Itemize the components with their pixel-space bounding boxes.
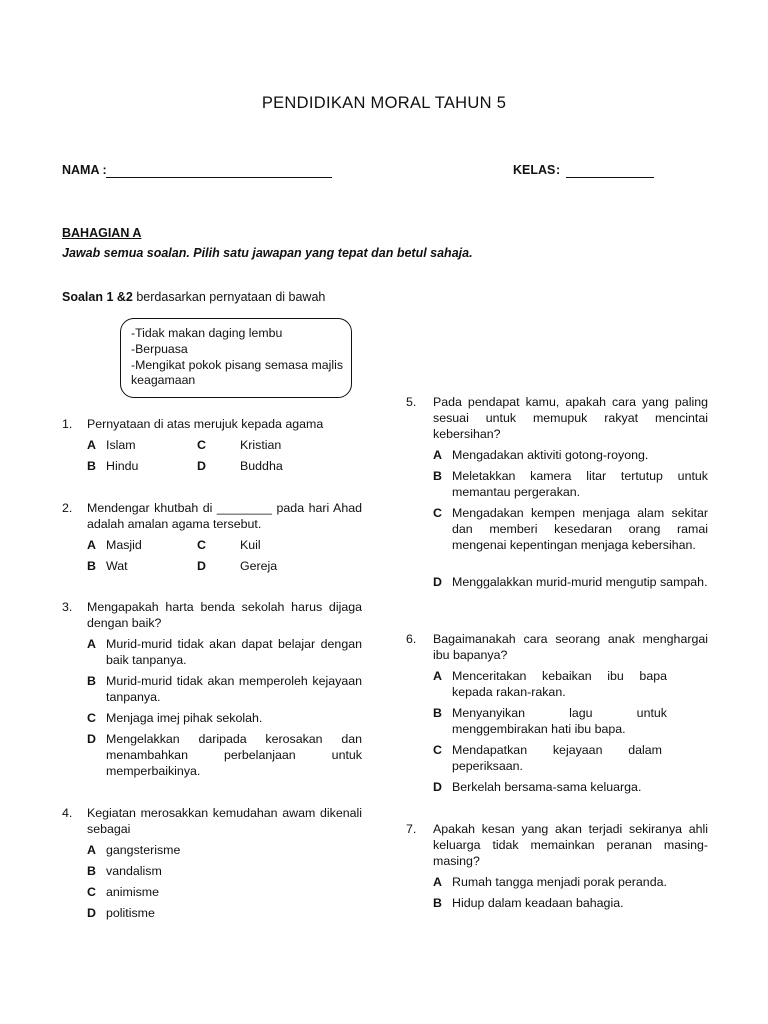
question-5 [406, 394, 708, 610]
option-d[interactable] [433, 779, 708, 797]
option-letter: D [433, 780, 442, 794]
option-text[interactable]: Wat [106, 559, 128, 573]
option-letter: B [87, 459, 96, 473]
question-stem: Pada pendapat kamu, apakah cara yang paling sesuai untuk memupuk rakyat mencintai kebersihan? [433, 395, 708, 441]
option-c[interactable] [87, 884, 287, 902]
option-text: Rumah tangga menjadi porak peranda. [452, 875, 667, 889]
option-letter: D [87, 732, 96, 746]
option-b[interactable] [433, 468, 708, 504]
option-text: Menggalakkan murid-murid mengutip sampah. [452, 575, 708, 589]
question-number: 5. [406, 395, 417, 409]
option-a[interactable] [87, 636, 362, 672]
option-a[interactable] [433, 874, 708, 892]
option-letter: D [197, 559, 206, 573]
passage-intro-bold: Soalan 1 &2 [62, 290, 133, 304]
option-text: Mengelakkan daripada kerosakan dan menambahkan perbelanjaan untuk memperbaikinya. [106, 732, 362, 778]
option-text: Mendapatkan kejayaan dalam peperiksaan. [452, 743, 662, 773]
option-d[interactable] [433, 574, 708, 610]
option-letter: C [433, 743, 442, 757]
option-text: Murid-murid tidak akan dapat belajar dengan baik tanpanya. [106, 637, 362, 667]
option-letter: B [87, 674, 96, 688]
question-number: 6. [406, 632, 417, 646]
option-letter: C [197, 538, 206, 552]
question-stem: Mendengar khutbah di ________ pada hari Ahad adalah amalan agama tersebut. [87, 501, 362, 531]
option-c[interactable] [433, 742, 708, 778]
section-instruction: Jawab semua soalan. Pilih satu jawapan yang tepat dan betul sahaja. [62, 246, 473, 260]
name-label: NAMA : [62, 163, 107, 177]
question-number: 2. [62, 501, 73, 515]
option-text: Mengadakan aktiviti gotong-royong. [452, 448, 649, 462]
question-number: 4. [62, 806, 73, 820]
question-stem: Pernyataan di atas merujuk kepada agama [87, 417, 324, 431]
option-text[interactable]: Kuil [240, 538, 261, 552]
class-field[interactable] [566, 177, 654, 178]
option-text[interactable]: Gereja [240, 559, 278, 573]
option-a[interactable] [87, 842, 287, 860]
question-4 [62, 805, 362, 925]
option-letter: A [433, 875, 442, 889]
option-letter: C [433, 506, 442, 520]
option-text[interactable]: Masjid [106, 538, 142, 552]
option-letter: B [433, 896, 442, 910]
option-letter: B [433, 469, 442, 483]
option-letter: A [87, 637, 96, 651]
question-stem: Mengapakah harta benda sekolah harus dijaga dengan baik? [87, 600, 362, 630]
question-7 [406, 821, 708, 921]
option-letter: A [87, 438, 96, 452]
section-heading: BAHAGIAN A [62, 226, 142, 240]
option-b[interactable] [87, 863, 287, 881]
option-c[interactable] [87, 710, 362, 728]
option-letter: D [197, 459, 206, 473]
option-text[interactable]: Buddha [240, 459, 283, 473]
question-number: 1. [62, 417, 73, 431]
option-letter: C [87, 885, 96, 899]
option-letter: C [87, 711, 96, 725]
class-colon: : [556, 163, 561, 177]
option-text: politisme [106, 906, 155, 920]
option-letter: B [87, 559, 96, 573]
name-field[interactable] [106, 177, 332, 178]
option-text[interactable]: Islam [106, 438, 136, 452]
option-b[interactable] [87, 673, 362, 709]
option-letter: B [433, 706, 442, 720]
option-text: Menjaga imej pihak sekolah. [106, 711, 263, 725]
option-letter: D [87, 906, 96, 920]
question-number: 3. [62, 600, 73, 614]
question-stem: Apakah kesan yang akan terjadi sekiranya ahli keluarga tidak memainkan peranan masing-masing? [433, 822, 708, 868]
option-b[interactable] [433, 895, 708, 913]
option-text: Meletakkan kamera litar tertutup untuk memantau pergerakan. [452, 469, 708, 499]
question-stem: Bagaimanakah cara seorang anak menghargai ibu bapanya? [433, 632, 708, 662]
question-1 [62, 416, 362, 476]
option-letter: A [87, 538, 96, 552]
option-text: Berkelah bersama-sama keluarga. [452, 780, 642, 794]
option-text: animisme [106, 885, 160, 899]
option-text[interactable]: Kristian [240, 438, 282, 452]
option-text[interactable]: Hindu [106, 459, 139, 473]
option-letter: A [433, 448, 442, 462]
option-text: Hidup dalam keadaan bahagia. [452, 896, 624, 910]
option-d[interactable] [87, 731, 362, 781]
option-letter: A [433, 669, 442, 683]
option-letter: C [197, 438, 206, 452]
option-letter: D [433, 575, 442, 589]
option-c[interactable] [433, 505, 708, 571]
option-grid [87, 437, 347, 477]
passage-line: -Mengikat pokok pisang semasa majlis keagamaan [131, 357, 343, 388]
option-text: Mengadakan kempen menjaga alam sekitar dan memberi kesedaran orang ramai mengenai kepentingan menjaga kebersihan. [452, 506, 708, 552]
class-label: KELAS [513, 163, 556, 177]
option-a[interactable] [433, 668, 708, 704]
passage-box [120, 318, 352, 398]
question-2 [62, 500, 362, 580]
option-text: Menceritakan kebaikan ibu bapa kepada rakan-rakan. [452, 669, 667, 699]
option-text: Menyanyikan lagu untuk menggembirakan hati ibu bapa. [452, 706, 667, 736]
option-text: Murid-murid tidak akan memperoleh kejayaan tanpanya. [106, 674, 362, 704]
question-3 [62, 599, 362, 779]
question-stem: Kegiatan merosakkan kemudahan awam dikenali sebagai [87, 806, 362, 836]
option-letter: B [87, 864, 96, 878]
option-grid [87, 537, 347, 577]
option-a[interactable] [433, 447, 708, 465]
option-letter: A [87, 843, 96, 857]
question-6 [406, 631, 708, 797]
option-d[interactable] [87, 905, 287, 923]
question-number: 7. [406, 822, 417, 836]
option-text: gangsterisme [106, 843, 181, 857]
passage-intro [62, 290, 325, 304]
passage-line: -Berpuasa [131, 341, 188, 356]
passage-line: -Tidak makan daging lembu [131, 326, 283, 340]
passage-intro-rest: berdasarkan pernyataan di bawah [132, 290, 326, 304]
option-b[interactable] [433, 705, 708, 741]
page-title: PENDIDIKAN MORAL TAHUN 5 [261, 94, 507, 112]
option-text: vandalism [106, 864, 162, 878]
